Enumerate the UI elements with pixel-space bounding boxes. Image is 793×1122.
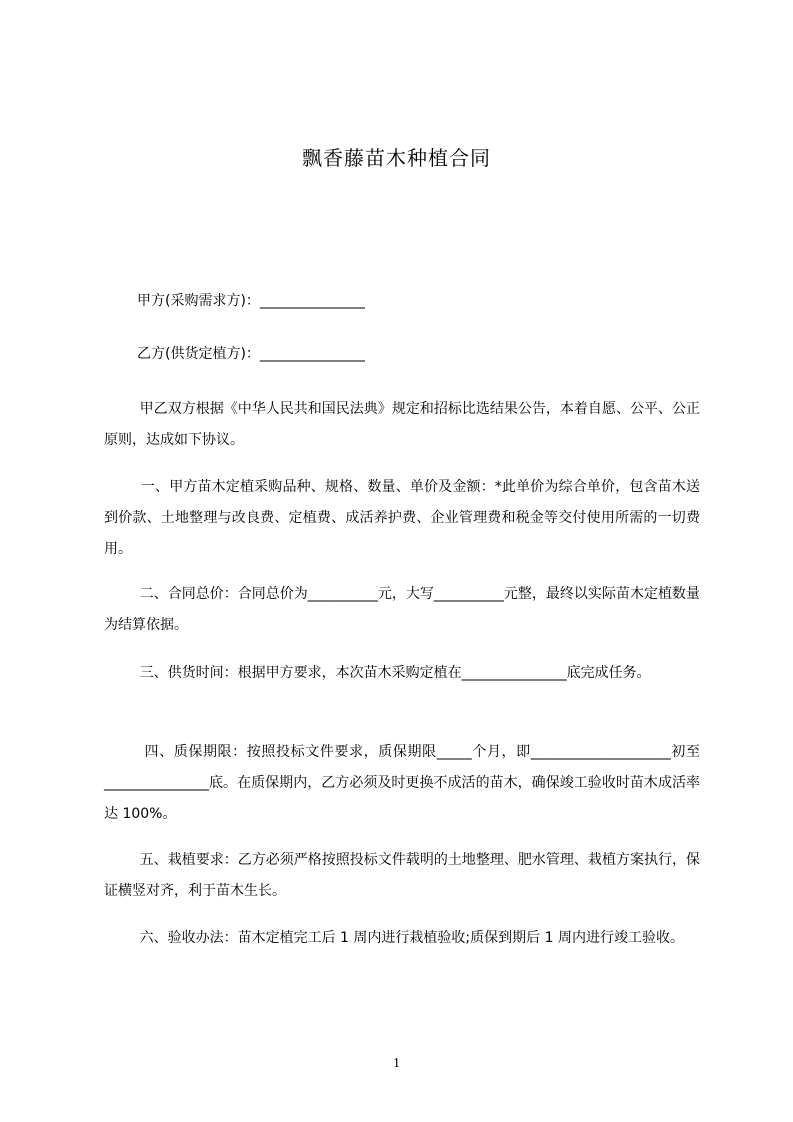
paragraph-clause-2: 二、合同总价：合同总价为__________元，大写__________元整，最终以实际苗木定植数量为结算依据。 <box>104 586 700 633</box>
document-title: 飘香藤苗木种植合同 <box>302 146 491 170</box>
paragraph-clause-4: 四、质保期限：按照投标文件要求，质保期限_____个月，即____________________初至_______________底。在质保期内，乙方必须及时更换不成活的苗木，确保竣工验收时苗木成活率达 100%。 <box>104 744 700 822</box>
party-b-line: 乙方(供货定植方)：_______________ <box>137 346 365 362</box>
page-number: 1 <box>393 1056 400 1071</box>
party-a-line: 甲方(采购需求方)：_______________ <box>137 293 365 309</box>
paragraph-clause-3: 三、供货时间：根据甲方要求，本次苗木采购定植在_______________底完成任务。 <box>104 665 651 681</box>
paragraph-intro: 甲乙双方根据《中华人民共和国民法典》规定和招标比选结果公告，本着自愿、公平、公正原则，达成如下协议。 <box>104 401 700 448</box>
paragraph-clause-1: 一、甲方苗木定植采购品种、规格、数量、单价及金额：*此单价为综合单价，包含苗木送到价款、土地整理与改良费、定植费、成活养护费、企业管理费和税金等交付使用所需的一切费用。 <box>104 479 701 557</box>
paragraph-clause-5: 五、栽植要求：乙方必须严格按照投标文件载明的土地整理、肥水管理、栽植方案执行，保证横竖对齐，利于苗木生长。 <box>104 852 700 899</box>
paragraph-clause-6: 六、验收办法：苗木定植完工后 1 周内进行栽植验收;质保到期后 1 周内进行竣工验收。 <box>104 930 684 946</box>
